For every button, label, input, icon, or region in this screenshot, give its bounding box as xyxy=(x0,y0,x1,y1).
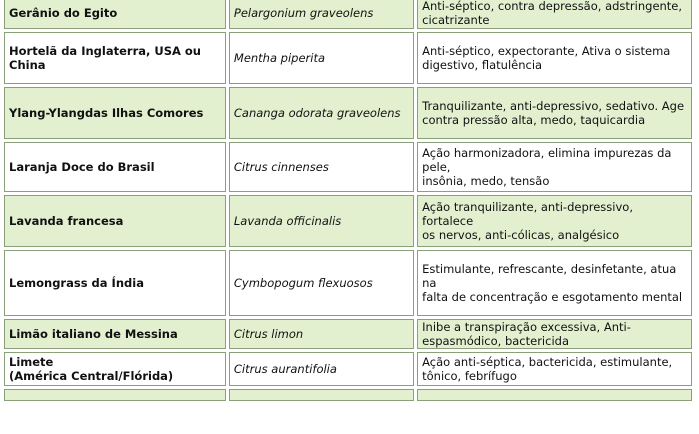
oil-name: Limão italiano de Messina xyxy=(9,327,178,341)
scientific-name-cell xyxy=(229,352,414,386)
scientific-name-cell xyxy=(229,250,414,316)
scientific-name: Citrus limon xyxy=(233,327,304,341)
oil-name-cell xyxy=(4,352,226,386)
properties-cell xyxy=(417,142,692,192)
properties-cell xyxy=(417,352,692,386)
table-row xyxy=(4,250,692,316)
properties-line: Inibe a transpiração excessiva, Anti- xyxy=(422,320,631,334)
table-row xyxy=(4,195,692,247)
essential-oils-table xyxy=(1,0,695,404)
table-row xyxy=(4,319,692,349)
properties-line: tônico, febrífugo xyxy=(422,369,517,383)
properties-cell xyxy=(417,319,692,349)
oil-name: Gerânio do Egito xyxy=(9,6,118,20)
oil-name-cell xyxy=(4,0,226,29)
properties-line: Ação harmonizadora, elimina impurezas da pele, xyxy=(422,146,672,174)
scientific-name-cell xyxy=(229,142,414,192)
oil-name: (América Central/Flórida) xyxy=(9,369,174,383)
oil-name: Lavanda francesa xyxy=(9,214,124,228)
table-row xyxy=(4,142,692,192)
table-row xyxy=(4,0,692,29)
scientific-name-cell xyxy=(229,319,414,349)
scientific-name: Cananga odorata graveolens xyxy=(233,106,401,120)
oil-name: Hortelã da Inglaterra, USA ou China xyxy=(9,44,201,72)
table-row xyxy=(4,87,692,139)
scientific-name-cell xyxy=(229,87,414,139)
properties-cell xyxy=(417,87,692,139)
properties-cell xyxy=(417,389,692,401)
properties-line: Estimulante, refrescante, desinfetante, atua na xyxy=(422,262,677,290)
oil-name-cell xyxy=(4,32,226,84)
properties-cell xyxy=(417,195,692,247)
oil-name: Lemongrass da Índia xyxy=(9,276,144,290)
oil-name-cell xyxy=(4,142,226,192)
properties-line: Tranquilizante, anti-depressivo, sedativo. Age xyxy=(422,99,685,113)
scientific-name: Mentha piperita xyxy=(233,51,326,65)
oil-name-cell xyxy=(4,250,226,316)
oil-name-cell xyxy=(4,319,226,349)
scientific-name-cell xyxy=(229,195,414,247)
properties-line: Ação anti-séptica, bactericida, estimulante, xyxy=(422,355,673,369)
scientific-name-cell xyxy=(229,389,414,401)
scientific-name-cell xyxy=(229,32,414,84)
properties-cell xyxy=(417,32,692,84)
properties-cell xyxy=(417,250,692,316)
table-row xyxy=(4,32,692,84)
properties-line: insônia, medo, tensão xyxy=(422,174,550,188)
oil-name-cell xyxy=(4,389,226,401)
scientific-name: Citrus aurantifolia xyxy=(233,362,337,376)
properties-line: Anti-séptico, expectorante, Ativa o sistema xyxy=(422,44,671,58)
properties-line: cicatrizante xyxy=(422,13,490,27)
table-row xyxy=(4,389,692,401)
scientific-name-cell xyxy=(229,0,414,29)
oil-name: Laranja Doce do Brasil xyxy=(9,160,155,174)
properties-line: digestivo, flatulência xyxy=(422,58,543,72)
table-row xyxy=(4,352,692,386)
properties-line: os nervos, anti-cólicas, analgésico xyxy=(422,228,620,242)
properties-cell xyxy=(417,0,692,29)
oil-name: Ylang-Ylangdas Ilhas Comores xyxy=(9,106,204,120)
oil-name-cell xyxy=(4,87,226,139)
scientific-name: Citrus cinnenses xyxy=(233,160,329,174)
properties-line: Anti-séptico, contra depressão, adstringente, xyxy=(422,0,683,13)
scientific-name: Lavanda officinalis xyxy=(233,214,342,228)
oil-name: Limete xyxy=(9,355,54,369)
properties-line: espasmódico, bactericida xyxy=(422,334,569,348)
properties-line: Ação tranquilizante, anti-depressivo, fortalece xyxy=(422,200,633,228)
properties-line: falta de concentração e esgotamento mental xyxy=(422,290,683,304)
scientific-name: Cymbopogum flexuosos xyxy=(233,276,373,290)
oil-name-cell xyxy=(4,195,226,247)
scientific-name: Pelargonium graveolens xyxy=(233,6,374,20)
properties-line: contra pressão alta, medo, taquicardia xyxy=(422,113,646,127)
